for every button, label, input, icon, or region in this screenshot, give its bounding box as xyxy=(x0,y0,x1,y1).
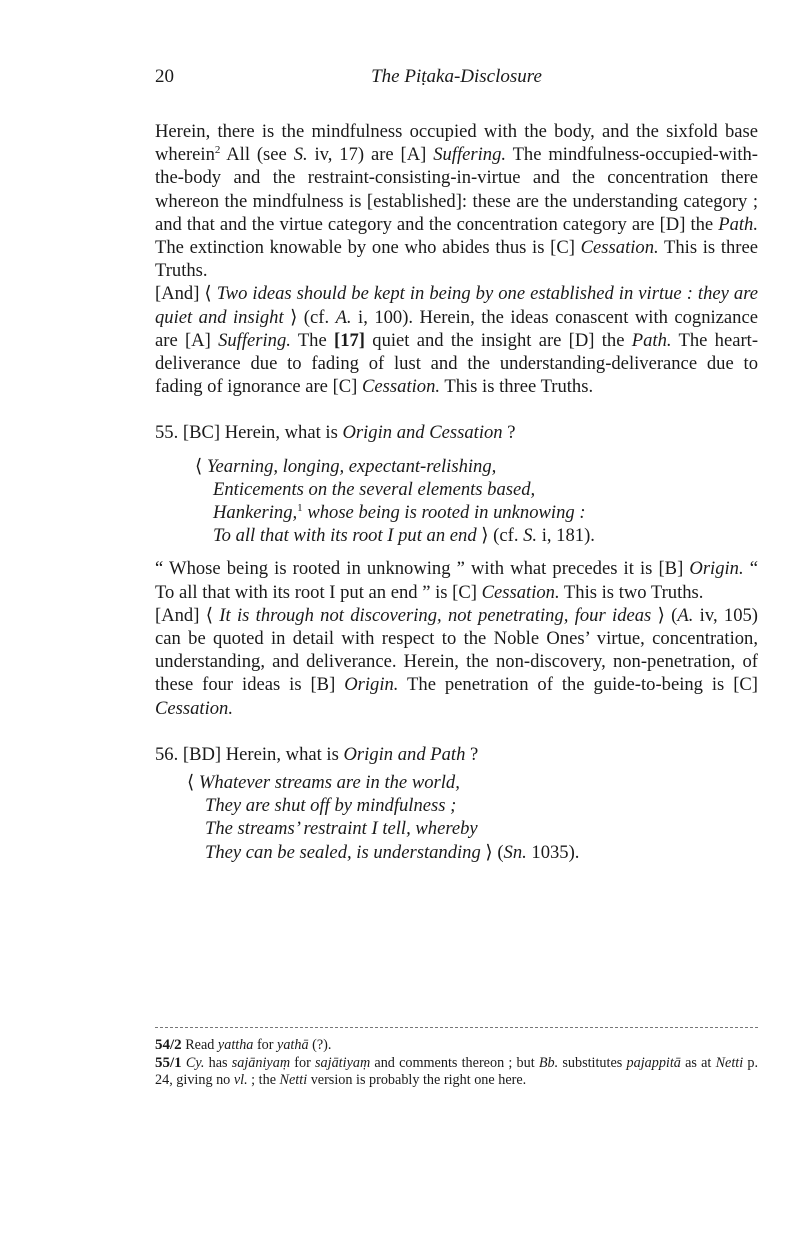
abbrev: vl. xyxy=(233,1072,248,1088)
footnote-marker: 2 xyxy=(214,144,221,157)
text: The penetration of the guide-to-being is [C] xyxy=(398,674,758,696)
text: and comments thereon ; but xyxy=(370,1054,539,1071)
truth-term: Suffering. xyxy=(218,329,291,351)
verse-line: Enticements on the several elements based, xyxy=(213,478,536,500)
verse-line: They are shut off by mindfulness ; xyxy=(205,795,457,817)
citation-ref: A. xyxy=(677,604,694,626)
text: p. 24, giving no xyxy=(155,1054,759,1088)
text: i, 181). xyxy=(537,525,595,547)
footnote-marker: 1 xyxy=(297,501,303,514)
section-topic: Origin and Cessation xyxy=(342,422,503,444)
spacer xyxy=(155,720,758,743)
text: The xyxy=(290,329,335,351)
truth-term: Origin. xyxy=(689,558,744,580)
text: has xyxy=(204,1054,232,1071)
text: for xyxy=(290,1054,316,1071)
text: iv, 105) can be quoted in detail with respect to the Noble Ones’ virtue, concentration, understanding, and deliverance. Herein, the non-discovery, non-penetration, of these four ideas is [B] xyxy=(155,604,758,696)
section-topic: Origin and Path xyxy=(343,743,466,765)
text: ⟩ (cf. xyxy=(476,525,524,547)
paragraph-and-two-ideas xyxy=(155,282,758,398)
text: whose being is rooted in unknowing : xyxy=(302,502,586,524)
verse-line xyxy=(195,501,758,524)
text: The heart-deliverance due to fading of lust and the understanding-deliverance due to fading of ignorance are [C] xyxy=(155,329,759,398)
verse-line xyxy=(187,771,758,794)
truth-term: Path. xyxy=(631,329,672,351)
abbrev: Cy. xyxy=(185,1054,205,1071)
text: The extinction knowable by one who abides thus is [C] xyxy=(155,237,581,259)
truth-term: Cessation. xyxy=(362,376,441,398)
text: Whatever streams are in the world, xyxy=(198,772,460,794)
truth-term: Cessation. xyxy=(580,237,659,259)
verse-56 xyxy=(187,771,758,864)
pali-term: sajātiyaṃ xyxy=(315,1054,371,1071)
paragraph-55-explanation xyxy=(155,557,758,603)
book-title: Netti xyxy=(715,1054,744,1071)
verse-55 xyxy=(195,455,758,548)
pali-term: yathā xyxy=(277,1037,309,1053)
verse-line: The streams’ restraint I tell, whereby xyxy=(205,818,478,840)
citation-ref: S. xyxy=(523,525,538,547)
text: i, 100). Herein, the ideas conascent with cognizance are [A] xyxy=(155,306,758,351)
text: ? xyxy=(465,743,479,765)
citation-ref: A. xyxy=(335,306,352,328)
text: Herein, there is the mindfulness occupied with the body, and the sixfold base wherein xyxy=(155,121,758,166)
text: Hankering, xyxy=(213,502,298,524)
footnotes xyxy=(155,1037,758,1090)
truth-term: Cessation. xyxy=(481,581,560,603)
spacer xyxy=(155,398,758,421)
section-56-heading xyxy=(155,743,758,766)
quotation: It is through not discovering, not penetrating, four ideas xyxy=(219,604,652,626)
text: ? xyxy=(502,422,516,444)
truth-term: Suffering. xyxy=(433,144,507,166)
footnote-ref: 54/2 xyxy=(155,1037,182,1053)
text: ⟩ (cf. xyxy=(283,306,336,328)
text: 55. [BC] Herein, what is xyxy=(155,422,343,444)
paragraph-55-and xyxy=(155,604,758,720)
text: This is two Truths. xyxy=(559,581,704,603)
text: [And] ⟨ xyxy=(155,604,220,626)
text: substitutes xyxy=(558,1054,627,1071)
text: quiet and the insight are [D] the xyxy=(365,329,632,351)
footnote-divider xyxy=(155,1027,758,1028)
text: ⟩ ( xyxy=(651,604,678,626)
text: iv, 17) are [A] xyxy=(307,144,434,166)
text: The mindfulness-occupied-with-the-body and the restraint-consisting-in-virtue and the concentration there whereon the mindfulness is [established]: these are the understanding category ; and that and the virtue category and the concentration category are [D] the xyxy=(155,144,758,235)
footnote-54-2 xyxy=(155,1037,758,1055)
quotation: Two ideas should be kept in being by one established in virtue : they are quiet and insight xyxy=(155,283,758,328)
text: Read xyxy=(181,1037,218,1053)
angle-bracket: ⟨ xyxy=(195,455,207,477)
verse-line xyxy=(195,455,758,478)
verse-line xyxy=(195,524,758,547)
text: ⟩ ( xyxy=(480,841,504,863)
truth-term: Cessation. xyxy=(155,697,233,719)
text: They can be sealed, is understanding xyxy=(205,841,481,863)
abbrev: Bb. xyxy=(538,1054,559,1071)
page-header xyxy=(155,66,758,94)
pali-term: yattha xyxy=(217,1037,254,1053)
citation-ref: S. xyxy=(293,144,308,166)
page xyxy=(155,66,758,874)
truth-term: Path. xyxy=(718,213,758,235)
angle-bracket: ⟨ xyxy=(187,772,199,794)
text: This is three Truths. xyxy=(155,237,759,282)
pali-term: pajappitā xyxy=(626,1054,681,1071)
book-title: Netti xyxy=(279,1072,308,1088)
footnote-55-1 xyxy=(155,1055,758,1090)
text: 1035). xyxy=(526,841,580,863)
paragraph-54-continued xyxy=(155,120,758,282)
section-55-heading xyxy=(155,421,758,444)
text: Yearning, longing, expectant-relishing, xyxy=(206,455,497,477)
footnote-ref: 55/1 xyxy=(155,1054,182,1071)
page-number: 20 xyxy=(155,66,174,87)
text: [And] ⟨ xyxy=(155,283,217,305)
text: ; the xyxy=(247,1072,280,1088)
page-marker: [17] xyxy=(334,329,365,351)
body-text xyxy=(155,120,758,864)
text: 56. [BD] Herein, what is xyxy=(155,743,344,765)
text: To all that with its root I put an end xyxy=(213,525,477,547)
running-title: The Piṭaka-Disclosure xyxy=(371,66,542,87)
text: as at xyxy=(680,1054,716,1071)
text: for xyxy=(253,1037,278,1053)
text: All (see xyxy=(220,144,294,166)
citation-ref: Sn. xyxy=(503,841,527,863)
text: version is probably the right one here. xyxy=(307,1072,527,1088)
verse-line xyxy=(187,841,758,864)
text: “ To all that with its root I put an end ” is [C] xyxy=(155,558,758,603)
text: This is three Truths. xyxy=(440,376,594,398)
truth-term: Origin. xyxy=(344,674,399,696)
pali-term: sajāniyaṃ xyxy=(231,1054,291,1071)
text: (?). xyxy=(308,1037,332,1053)
text: “ Whose being is rooted in unknowing ” with what precedes it is [B] xyxy=(155,558,690,580)
